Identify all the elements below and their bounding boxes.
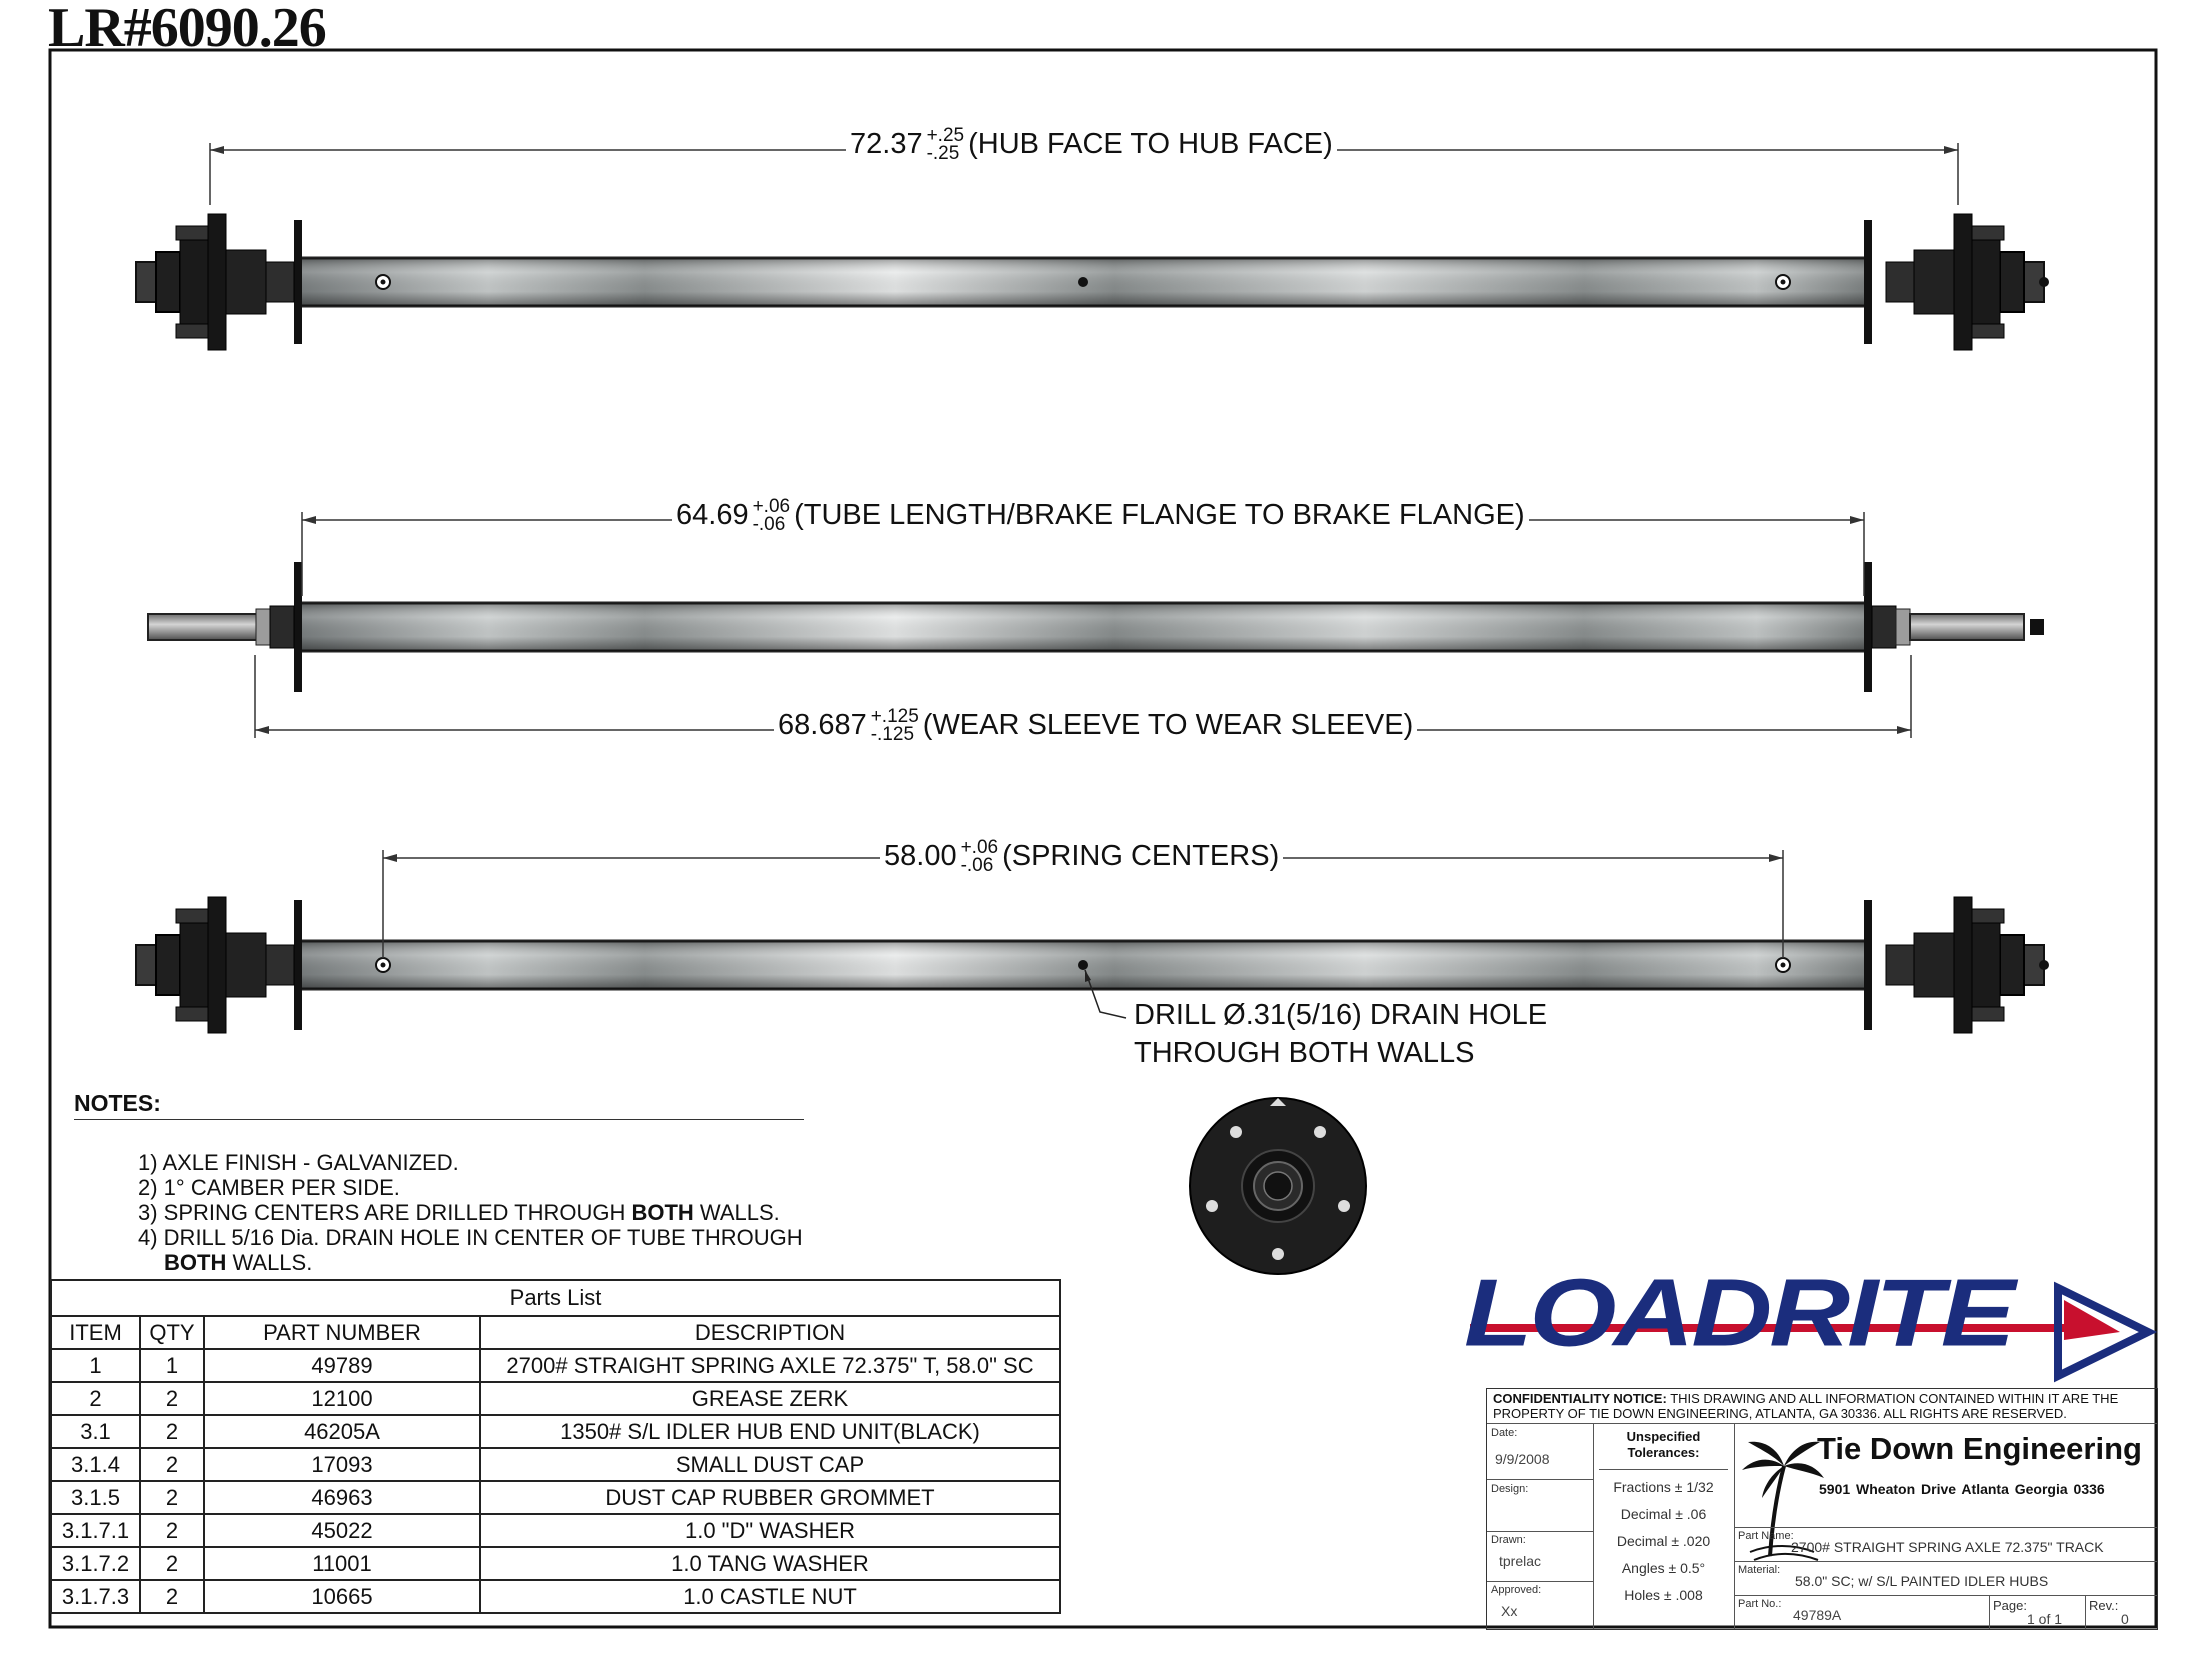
cell-part-number: 49789 xyxy=(204,1349,480,1382)
cell-qty: 2 xyxy=(140,1481,204,1514)
dim-label: (HUB FACE TO HUB FACE) xyxy=(968,128,1333,160)
notes-section xyxy=(74,1090,804,1275)
cell-qty: 2 xyxy=(140,1580,204,1613)
dim-value: 72.37 xyxy=(850,128,923,160)
cell-description: 1.0 "D" WASHER xyxy=(480,1514,1060,1547)
page-value: 1 of 1 xyxy=(2027,1611,2063,1627)
cell-description: DUST CAP RUBBER GROMMET xyxy=(480,1481,1060,1514)
material-value: 58.0" SC; w/ S/L PAINTED IDLER HUBS xyxy=(1795,1573,2049,1589)
cell-qty: 2 xyxy=(140,1382,204,1415)
cell-part-number: 10665 xyxy=(204,1580,480,1613)
cell-item: 3.1 xyxy=(51,1415,140,1448)
tolerance-item: Fractions ± 1/32 xyxy=(1613,1479,1714,1495)
axle-view-bottom xyxy=(136,850,2049,1033)
loadrite-logo: LOADRITE xyxy=(1464,1259,2013,1366)
cell-description: 1350# S/L IDLER HUB END UNIT(BLACK) xyxy=(480,1415,1060,1448)
cell-qty: 2 xyxy=(140,1448,204,1481)
tolerance-item: Angles ± 0.5° xyxy=(1621,1560,1706,1576)
cell-qty: 2 xyxy=(140,1547,204,1580)
col-qty: QTY xyxy=(140,1316,204,1349)
table-row xyxy=(51,1514,1060,1547)
drill-callout-line2: THROUGH BOTH WALLS xyxy=(1134,1037,1475,1069)
date-label: Date: xyxy=(1491,1427,1518,1439)
cell-qty: 2 xyxy=(140,1415,204,1448)
dim-tolerance: +.125 -.125 xyxy=(870,706,919,746)
note-2: 2) 1° CAMBER PER SIDE. xyxy=(138,1175,400,1200)
notes-title: NOTES: xyxy=(74,1090,804,1120)
dim-tolerance: +.06 -.06 xyxy=(752,496,791,536)
table-row xyxy=(51,1415,1060,1448)
part-no-value: 49789A xyxy=(1793,1607,1842,1623)
cell-part-number: 11001 xyxy=(204,1547,480,1580)
company-name: Tie Down Engineering xyxy=(1817,1431,2142,1466)
company-address: 5901 Wheaton Drive Atlanta Georgia 0336 xyxy=(1819,1481,2105,1497)
approved-label: Approved: xyxy=(1491,1584,1542,1596)
note-1: 1) AXLE FINISH - GALVANIZED. xyxy=(138,1150,459,1175)
title-block xyxy=(1486,1388,2158,1630)
page-label: Page: xyxy=(1993,1598,2027,1613)
part-name-label: Part Name: xyxy=(1738,1530,1794,1542)
drawn-label: Drawn: xyxy=(1491,1534,1526,1546)
dim-value: 64.69 xyxy=(676,499,749,531)
axle-view-middle xyxy=(148,512,2044,738)
cell-item: 3.1.7.3 xyxy=(51,1580,140,1613)
col-part-number: PART NUMBER xyxy=(204,1316,480,1349)
rev-label: Rev.: xyxy=(2089,1598,2119,1613)
dim-wear-sleeve xyxy=(774,707,1417,744)
drill-callout xyxy=(1134,996,1547,1072)
table-row xyxy=(51,1448,1060,1481)
tolerances xyxy=(1593,1429,1734,1609)
table-row xyxy=(51,1547,1060,1580)
part-name-value: 2700# STRAIGHT SPRING AXLE 72.375" TRACK xyxy=(1791,1539,2104,1555)
note-3: 3) SPRING CENTERS ARE DRILLED THROUGH BOTH WALLS. xyxy=(138,1200,780,1225)
col-description: DESCRIPTION xyxy=(480,1316,1060,1349)
drill-callout-line1: DRILL Ø.31(5/16) DRAIN HOLE xyxy=(1134,999,1548,1031)
col-item: ITEM xyxy=(51,1316,140,1349)
cell-qty: 2 xyxy=(140,1514,204,1547)
note-4: 4) DRILL 5/16 Dia. DRAIN HOLE IN CENTER OF TUBE THROUGH BOTH WALLS. xyxy=(138,1225,803,1275)
parts-list-table xyxy=(50,1279,1061,1614)
material-label: Material: xyxy=(1738,1564,1781,1576)
parts-list-title: Parts List xyxy=(50,1279,1061,1315)
dim-tube-length xyxy=(672,497,1529,534)
dim-label: (TUBE LENGTH/BRAKE FLANGE TO BRAKE FLANGE) xyxy=(794,499,1525,531)
cell-item: 3.1.7.1 xyxy=(51,1514,140,1547)
tolerance-item: Decimal ± .020 xyxy=(1616,1533,1711,1549)
rev-value: 0 xyxy=(2121,1611,2129,1627)
part-no-label: Part No.: xyxy=(1738,1598,1782,1610)
cell-item: 3.1.7.2 xyxy=(51,1547,140,1580)
table-row xyxy=(51,1580,1060,1613)
table-row xyxy=(51,1382,1060,1415)
cell-part-number: 46963 xyxy=(204,1481,480,1514)
dim-spring-centers xyxy=(880,838,1283,875)
tolerance-item: Decimal ± .06 xyxy=(1620,1506,1707,1522)
confidentiality-notice: CONFIDENTIALITY NOTICE: THIS DRAWING AND ALL INFORMATION CONTAINED WITHIN IT ARE THE PROPERTY OF TIE DOWN ENGINEERING, ATLANTA, GA 30336. ALL RIGHTS ARE RESERVED. xyxy=(1493,1391,2119,1421)
drawn-value: tprelac xyxy=(1499,1553,1542,1569)
dim-value: 68.687 xyxy=(778,709,867,741)
approved-value: Xx xyxy=(1501,1603,1518,1619)
cell-description: 1.0 CASTLE NUT xyxy=(480,1580,1060,1613)
cell-description: 1.0 TANG WASHER xyxy=(480,1547,1060,1580)
drawing-number: LR#6090.26 xyxy=(48,0,326,59)
tolerance-item: Holes ± .008 xyxy=(1624,1587,1703,1603)
table-row xyxy=(51,1349,1060,1382)
cell-description: GREASE ZERK xyxy=(480,1382,1060,1415)
dim-tolerance: +.06 -.06 xyxy=(960,837,999,877)
dim-label: (WEAR SLEEVE TO WEAR SLEEVE) xyxy=(922,709,1414,741)
cell-item: 3.1.5 xyxy=(51,1481,140,1514)
cell-part-number: 45022 xyxy=(204,1514,480,1547)
cell-part-number: 12100 xyxy=(204,1382,480,1415)
cell-item: 3.1.4 xyxy=(51,1448,140,1481)
cell-part-number: 46205A xyxy=(204,1415,480,1448)
cell-item: 2 xyxy=(51,1382,140,1415)
date-value: 9/9/2008 xyxy=(1495,1451,1550,1467)
cell-part-number: 17093 xyxy=(204,1448,480,1481)
cell-qty: 1 xyxy=(140,1349,204,1382)
hub-end-view xyxy=(1190,1098,1366,1274)
dim-tolerance: +.25 -.25 xyxy=(926,125,965,165)
table-header-row xyxy=(51,1316,1060,1349)
cell-description: 2700# STRAIGHT SPRING AXLE 72.375" T, 58.0" SC xyxy=(480,1349,1060,1382)
tolerances-title: Unspecified Tolerances: xyxy=(1626,1429,1701,1460)
dim-value: 58.00 xyxy=(884,840,957,872)
design-label: Design: xyxy=(1491,1483,1529,1495)
dim-hub-face xyxy=(846,126,1337,163)
cell-description: SMALL DUST CAP xyxy=(480,1448,1060,1481)
dim-label: (SPRING CENTERS) xyxy=(1002,840,1280,872)
cell-item: 1 xyxy=(51,1349,140,1382)
axle-view-top xyxy=(136,143,2049,350)
table-row xyxy=(51,1481,1060,1514)
